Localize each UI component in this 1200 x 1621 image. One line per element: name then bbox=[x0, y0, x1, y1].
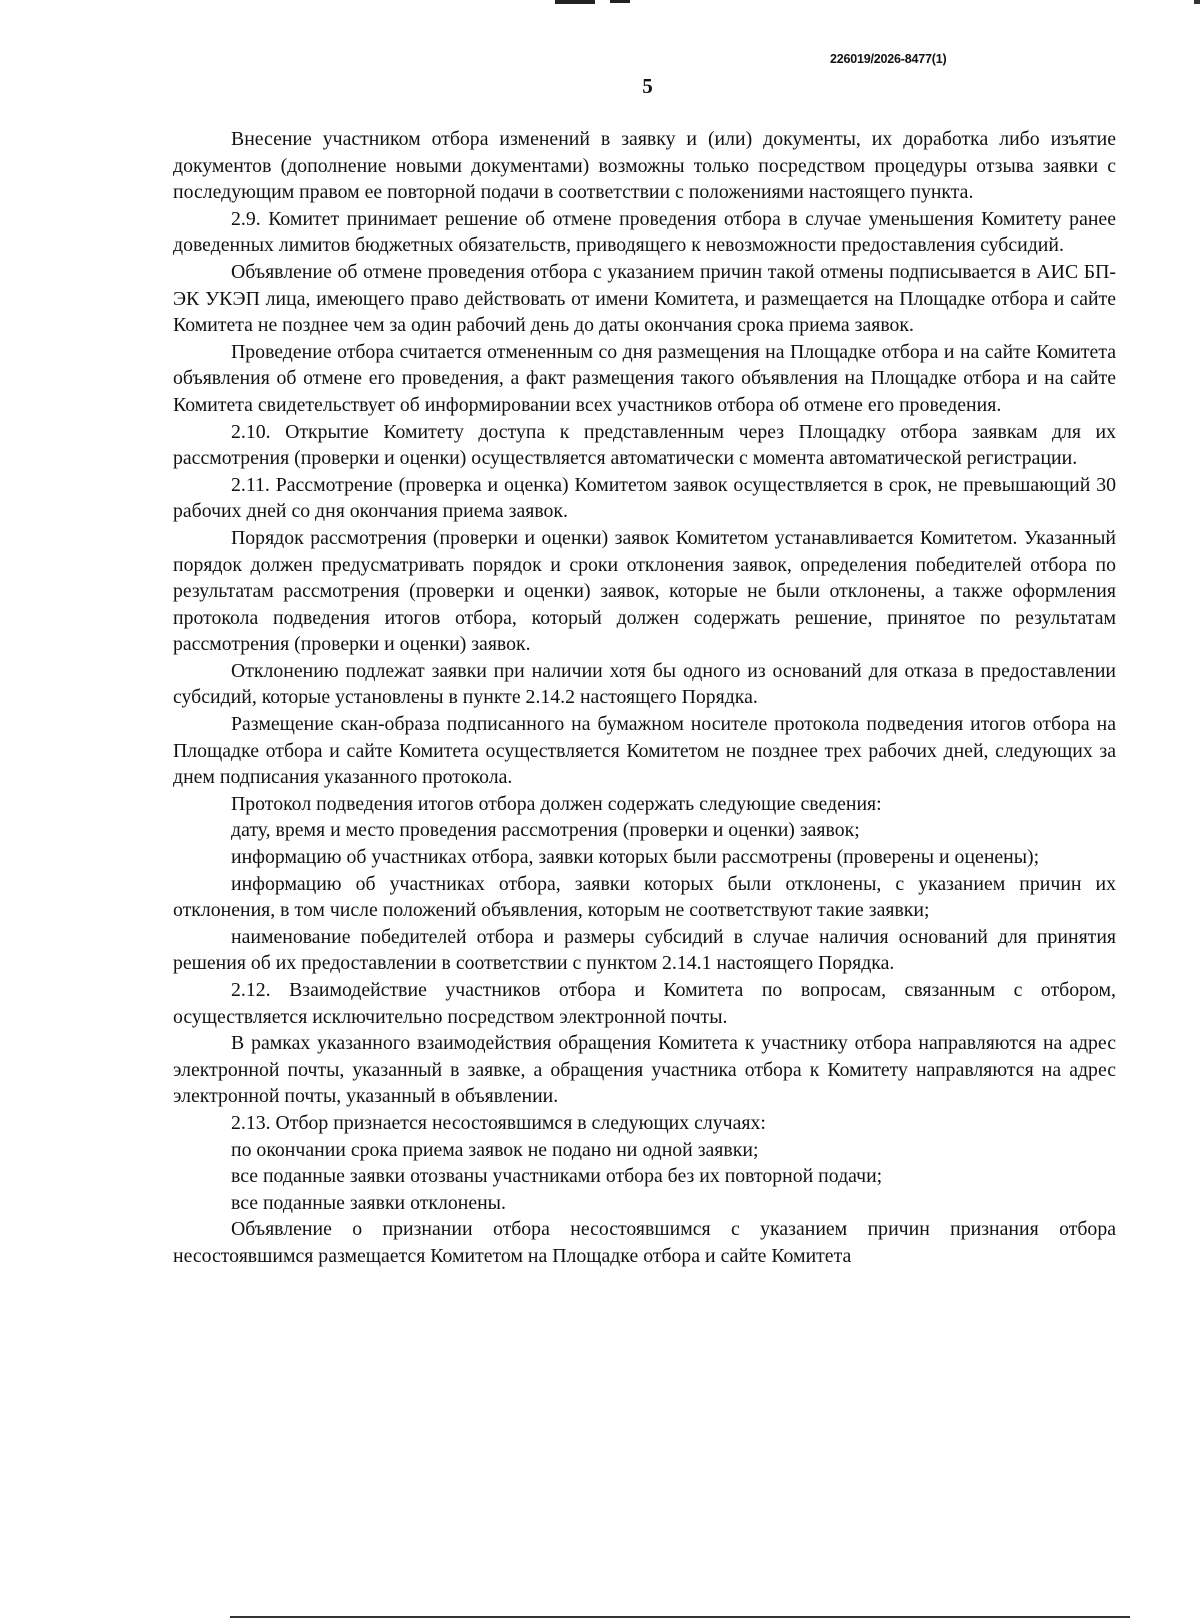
paragraph: наименование победителей отбора и размеры субсидий в случае наличия оснований для принятия решения об их предоставлении в соответствии с пунктом 2.14.1 настоящего Порядка. bbox=[173, 925, 1116, 975]
paragraph: все поданные заявки отклонены. bbox=[231, 1191, 506, 1214]
document-registration-number: 226019/2026-8477(1) bbox=[830, 52, 947, 66]
paragraph: 2.9. Комитет принимает решение об отмене проведения отбора в случае уменьшения Комитету ранее доведенных лимитов бюджетных обязательств, приводящего к невозможности предоставления субсидий. bbox=[173, 207, 1116, 257]
paragraph: Протокол подведения итогов отбора должен содержать следующие сведения: bbox=[231, 792, 882, 815]
paragraph: 2.12. Взаимодействие участников отбора и Комитета по вопросам, связанным с отбором, осуществляется исключительно посредством электронной почты. bbox=[173, 979, 1116, 1028]
paragraph: по окончании срока приема заявок не подано ни одной заявки; bbox=[231, 1138, 759, 1161]
paragraph: Объявление о признании отбора несостоявшимся с указанием причин признания отбора несостоявшимся размещается Комитетом на Площадке отбора и сайте Комитета bbox=[173, 1218, 1116, 1267]
paragraph: 2.10. Открытие Комитету доступа к представленным через Площадку отбора заявкам для их рассмотрения (проверки и оценки) осуществляется автоматически с момента автоматической регистрации. bbox=[173, 420, 1116, 470]
page-number: 5 bbox=[642, 74, 653, 98]
paragraph: Объявление об отмене проведения отбора с указанием причин такой отмены подписывается в АИС БП-ЭК УКЭП лица, имеющего право действовать от имени Комитета, и размещается на Площадке отбора и сайте Комитета не позднее чем за один рабочий день до даты окончания срока приема заявок. bbox=[173, 260, 1116, 337]
paragraph: Порядок рассмотрения (проверки и оценки) заявок Комитетом устанавливается Комитетом. Указанный порядок должен предусматривать порядок и сроки отклонения заявок, определения победителей отбора по результатам рассмотрения (проверки и оценки) заявок, которые не были отклонены, а также оформления протокола подведения итогов отбора, который должен содержать решение, принятое по результатам рассмотрения (проверки и оценки) заявок. bbox=[173, 526, 1116, 656]
paragraph: В рамках указанного взаимодействия обращения Комитета к участнику отбора направляются на адрес электронной почты, указанный в заявке, а обращения участника отбора к Комитету направляются на адрес электронной почты, указанный в объявлении. bbox=[173, 1032, 1116, 1108]
paragraph: Внесение участником отбора изменений в заявку и (или) документы, их доработка либо изъятие документов (дополнение новыми документами) возможны только посредством процедуры отзыва заявки с последующим правом ее повторной подачи в соответствии с положениями настоящего пункта. bbox=[173, 128, 1116, 204]
scan-artifact-mark bbox=[555, 0, 595, 4]
paragraph: 2.13. Отбор признается несостоявшимся в следующих случаях: bbox=[231, 1111, 766, 1134]
document-body bbox=[173, 126, 1116, 1270]
paragraph: все поданные заявки отозваны участниками отбора без их повторной подачи; bbox=[231, 1165, 883, 1188]
paragraph: Размещение скан-образа подписанного на бумажном носителе протокола подведения итогов отбора на Площадке отбора и сайте Комитета осуществляется Комитетом не позднее трех рабочих дней, следующих за днем подписания указанного протокола. bbox=[173, 713, 1116, 789]
paragraph: 2.11. Рассмотрение (проверка и оценка) Комитетом заявок осуществляется в срок, не превышающий 30 рабочих дней со дня окончания приема заявок. bbox=[173, 473, 1116, 523]
paragraph: информацию об участниках отбора, заявки которых были отклонены, с указанием причин их отклонения, в том числе положений объявления, которым не соответствуют такие заявки; bbox=[173, 872, 1116, 922]
scan-bottom-edge bbox=[230, 1616, 1130, 1618]
paragraph: дату, время и место проведения рассмотрения (проверки и оценки) заявок; bbox=[231, 819, 860, 842]
paragraph: Проведение отбора считается отмененным со дня размещения на Площадке отбора и на сайте Комитета объявления об отмене его проведения, а факт размещения такого объявления на Площадке отбора и на сайте Комитета свидетельствует об информировании всех участников отбора об отмене его проведения. bbox=[173, 340, 1116, 416]
paragraph: информацию об участниках отбора, заявки которых были рассмотрены (проверены и оценены); bbox=[231, 846, 1040, 869]
scan-artifact-mark bbox=[610, 0, 630, 3]
paragraph: Отклонению подлежат заявки при наличии хотя бы одного из оснований для отказа в предоставлении субсидий, которые установлены в пункте 2.14.2 настоящего Порядка. bbox=[173, 659, 1116, 709]
scan-artifact-mark bbox=[1194, 0, 1200, 4]
